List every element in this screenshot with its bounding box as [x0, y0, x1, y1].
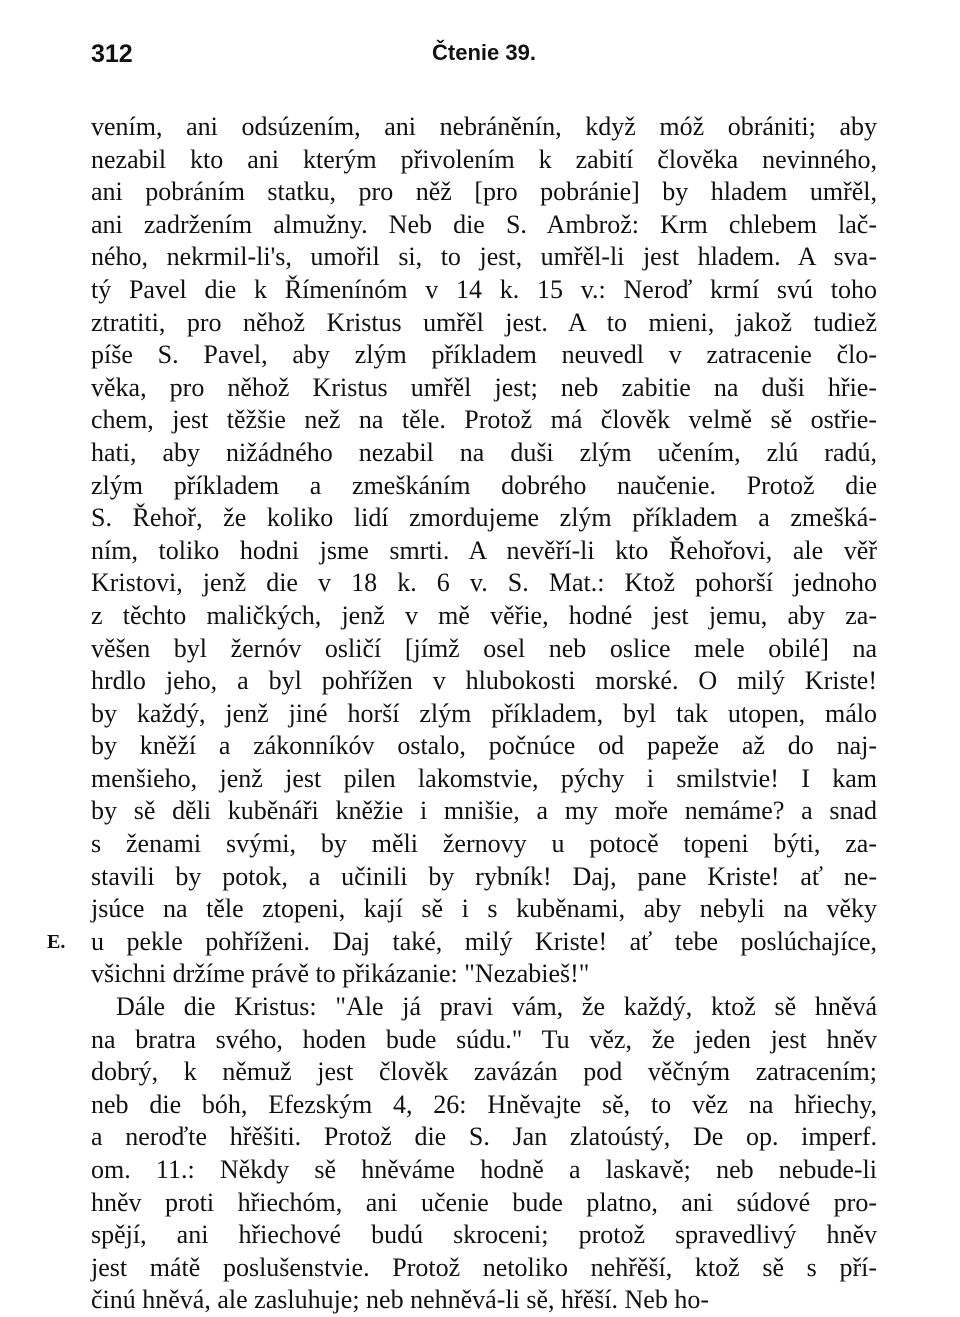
text-line: na bratra svého, hoden bude súdu." Tu věz, že jeden jest hněv — [91, 1024, 877, 1054]
text-line: a neroďte hřěšiti. Protož die S. Jan zlatoústý, De op. imperf. — [91, 1122, 877, 1152]
text-line: ného, nekrmil-li's, umořil si, to jest, umřěl-li jest hladem. A sva- — [91, 242, 877, 272]
text-line: z těchto maličkých, jenž v mě věřie, hodné jest jemu, aby za- — [91, 600, 877, 630]
text-line: u pekle pohříženi. Daj také, milý Kriste! ať tebe poslúchajíce, — [91, 926, 877, 956]
text-line: by sě děli kuběnáři kněžie i mnišie, a my moře nemáme? a snad — [91, 796, 877, 826]
text-line: ani zadržením almužny. Neb die S. Ambrož: Krm chlebem lač- — [91, 209, 877, 239]
text-line: spějí, ani hřiechové budú skroceni; protož spravedlivý hněv — [91, 1220, 877, 1250]
text-line: chem, jest těžšie než na těle. Protož má člověk velmě sě ostřie- — [91, 405, 877, 435]
text-line: menšieho, jenž jest pilen lakomstvie, pýchy i smilstvie! I kam — [91, 763, 877, 793]
paragraph — [91, 991, 877, 1317]
text-line: Kristovi, jenž die v 18 k. 6 v. S. Mat.: Ktož pohorší jednoho — [91, 568, 877, 598]
text-line: vením, ani odsúzením, ani nebráněnín, když móž obrániti; aby — [91, 112, 877, 141]
body-text — [91, 111, 877, 1317]
text-line: zlým příkladem a zmeškáním dobrého naučenie. Protož die — [91, 470, 877, 500]
text-line: ztratiti, pro něhož Kristus umřěl jest. A to mieni, jakož tudiež — [91, 307, 877, 337]
text-line: stavili by potok, a učinili by rybník! Daj, pane Kriste! ať ne- — [91, 861, 877, 891]
text-line: hněv proti hřiechóm, ani učenie bude platno, ani súdové pro- — [91, 1187, 877, 1217]
text-line: jest mátě poslušenstvie. Protož netoliko nehřěší, ktož sě s pří- — [91, 1252, 877, 1282]
text-line: by každý, jenž jiné horší zlým příkladem, byl tak utopen, málo — [91, 698, 877, 728]
paragraph — [91, 111, 877, 991]
text-line: jsúce na těle ztopeni, kají sě i s kuběnami, aby nebyli na věky — [91, 894, 877, 924]
text-line: nezabil kto ani kterým přivolením k zabití člověka nevinného, — [91, 144, 877, 174]
text-line: hati, aby nižádného nezabil na duši zlým učením, zlú radú, — [91, 437, 877, 467]
text-line: věšen byl žernóv osličí [jímž osel neb oslice mele obilé] na — [91, 633, 877, 663]
running-head: Čtenie 39. — [432, 40, 536, 65]
text-line: ním, toliko hodni jsme smrti. A nevěří-li kto Řehořovi, ale věř — [91, 535, 877, 565]
text-line: všichni držíme právě to přikázanie: "Nezabieš!" — [91, 959, 590, 989]
text-line: píše S. Pavel, aby zlým příkladem neuvedl v zatracenie člo- — [91, 340, 877, 370]
text-line: om. 11.: Někdy sě hněváme hodně a laskavě; neb nebude-li — [91, 1155, 877, 1184]
text-line: ani pobráním statku, pro něž [pro pobránie] by hladem umřěl, — [91, 177, 877, 207]
section-marker: E. — [47, 931, 66, 953]
text-line: věka, pro něhož Kristus umřěl jest; neb zabitie na duši hřie- — [91, 372, 877, 402]
text-line: tý Pavel die k Římenínóm v 14 k. 15 v.: Neroď krmí svú toho — [91, 274, 877, 304]
text-line: by kněží a zákonníkóv ostalo, počnúce od papeže až do naj- — [91, 731, 877, 761]
text-line: činú hněvá, ale zasluhuje; neb nehněvá-li sě, hřěší. Neb ho- — [91, 1285, 709, 1315]
text-line: S. Řehoř, že koliko lidí zmordujeme zlým příkladem a zmešká- — [91, 503, 877, 533]
page-header — [0, 40, 960, 80]
page-number: 312 — [91, 40, 133, 68]
text-line: Dále die Kristus: "Ale já pravi vám, že každý, ktož sě hněvá — [116, 992, 877, 1022]
text-line: neb die bóh, Efezským 4, 26: Hněvajte sě, to věz na hřiechy, — [91, 1089, 877, 1119]
text-line: s ženami svými, by měli žernovy u potocě topeni býti, za- — [91, 829, 877, 859]
text-line: hrdlo jeho, a byl pohřížen v hlubokosti morské. O milý Kriste! — [91, 666, 877, 696]
text-line: dobrý, k němuž jest člověk zavázán pod věčným zatracením; — [91, 1057, 877, 1087]
